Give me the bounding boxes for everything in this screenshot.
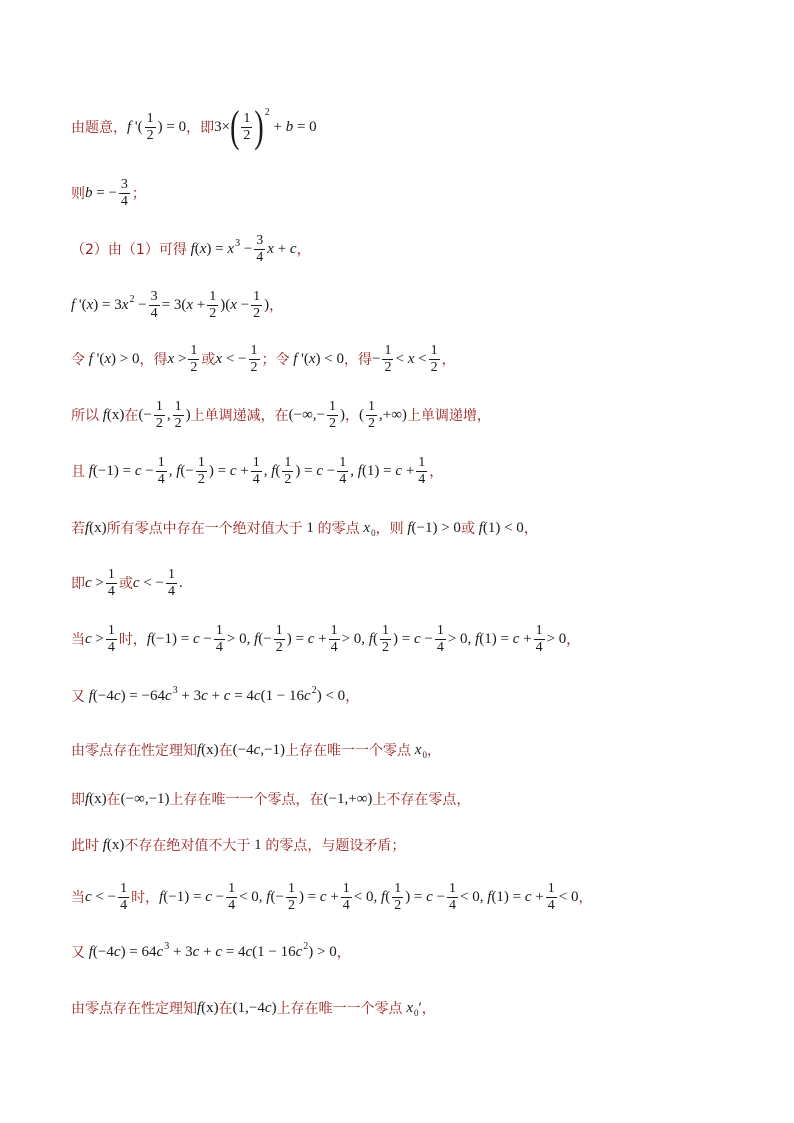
line-4: f '$(x) = 3x^2$ − $\frac{3}{4}$ = 3(x + $\frac{1}{2}$ )(x − $\frac{1}{2}$ ) ， [71,289,284,321]
fraction: $\frac{1}{2}$ [146,111,154,143]
line-2: 则 b = − $\frac{3}{4}$ ； [71,177,146,209]
line-16: 又 $f(-4c) = 64c^3 + 3c + c = 4c(1 - 16c^2) > 0$ ， [71,941,351,961]
line-15: 当 c < − $\frac{1}{4}$ 时， f(−1) = c − $\frac{1}{4}$ < 0, f(− $\frac{1}{2}$ ) = c + $\frac{1}{4}$ < 0, f( $\frac{1}{2}$ ) = c − $\frac{1}{4}$ < 0, f(1) = c + $\frac{1}{4}$ < 0 ， [71,881,593,913]
line-10: 当 c > $\frac{1}{4}$ 时， f(−1) = c − $\frac{1}{4}$ > 0, f(− $\frac{1}{2}$ ) = c + $\frac{1}{4}$ > 0, f( $\frac{1}{2}$ ) = c − $\frac{1}{4}$ > 0, f(1) = c + $\frac{1}{4}$ > 0 ， [71,623,581,655]
line-14: 此时 f(x) 不存在绝对值不大于 1 的零点，与题设矛盾； [71,837,406,854]
line-7: 且 f(−1) = c − $\frac{1}{4}$ , f(− $\frac{1}{2}$ ) = c + $\frac{1}{4}$ , f( $\frac{1}{2}$ ) = c − $\frac{1}{4}$ , f(1) = c + $\frac{1}{4}$ ， [71,455,444,487]
line-17: 由零点存在性定理知 f(x) 在 (1,−4c) 上存在唯一一个零点 $x_0'$ ， [71,1000,436,1018]
line-12: 由零点存在性定理知 f(x) 在 (−4c,−1) 上存在唯一一个零点 $x_0$ ， [71,742,441,760]
line-1: 由题意， f '( $\frac{1}{2}$ ) = 0 ，即 3× ( $\frac{1}{2}$ ) $^2$ + b = 0 [71,101,317,152]
line-5: 令 f '(x) > 0 ，得 x > $\frac{1}{2}$ 或 x < − $\frac{1}{2}$ ；令 f '(x) < 0 ，得 − $\frac{1}{2}$ < x < $\frac{1}{2}$ ， [71,343,456,375]
line-9: 即 c > $\frac{1}{4}$ 或 c < − $\frac{1}{4}$ . [71,567,183,599]
line-3: （2）由（1）可得 $f(x) = x^3$ − $\frac{3}{4}$ x + c ， [71,233,311,265]
line-13: 即 f(x) 在 (−∞,−1) 上存在唯一一个零点，在 (−1,+∞) 上不存在零点， [71,791,471,808]
line-6: 所以 f(x) 在 (− $\frac{1}{2}$ , $\frac{1}{2}$ ) 上单调递减，在 (−∞,− $\frac{1}{2}$ ) ， ( $\frac{1}{2}$ ,+∞) 上单调递增， [71,399,491,431]
line-8: 若 f(x) 所有零点中存在一个绝对值大于 1 的零点 $x_0$ ，则 f(−1) > 0 或 f(1) < 0 ， [71,520,538,538]
line-11: 又 $f(-4c) = -64c^3 + 3c + c = 4c(1 - 16c^2) < 0$ ， [71,685,360,705]
